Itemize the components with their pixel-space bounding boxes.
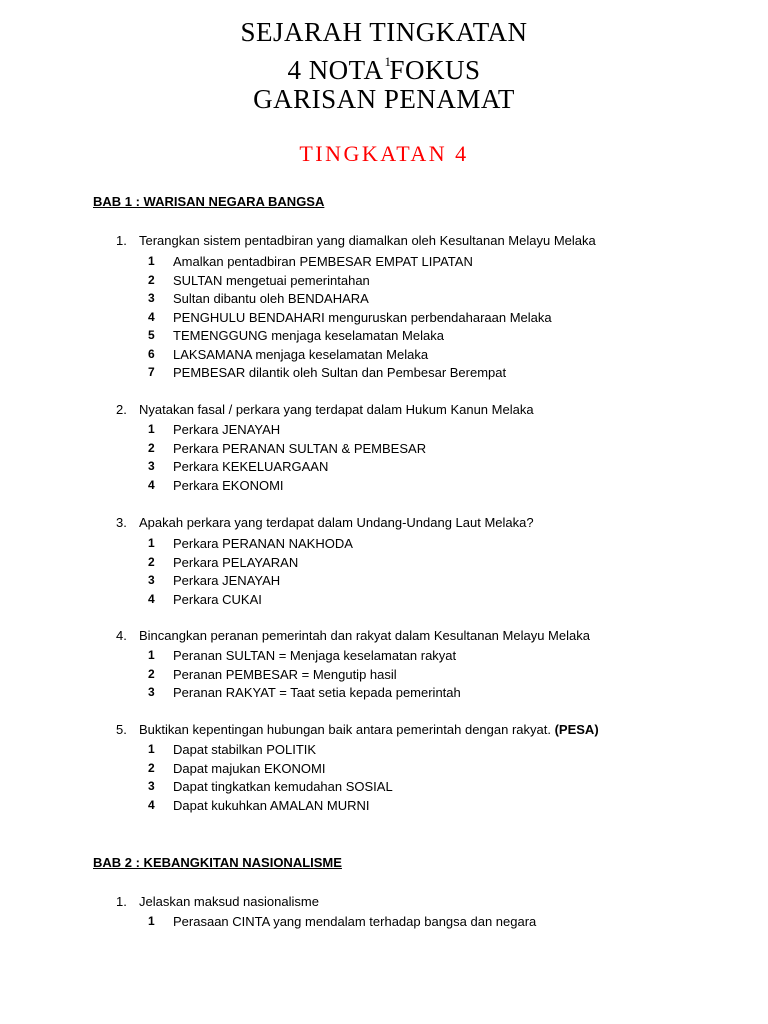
question-text: Nyatakan fasal / perkara yang terdapat dalam Hukum Kanun Melaka (139, 402, 534, 417)
item-text: Perkara JENAYAH (173, 573, 281, 588)
item-text: Perasaan CINTA yang mendalam terhadap bangsa dan negara (173, 914, 537, 929)
list-item (148, 573, 353, 592)
item-text: Amalkan pentadbiran PEMBESAR EMPAT LIPATAN (173, 254, 473, 269)
item-number: 4 (148, 309, 155, 324)
question-text: Apakah perkara yang terdapat dalam Undang-Undang Laut Melaka? (139, 515, 534, 530)
question-4 (116, 628, 590, 643)
item-text: Dapat stabilkan POLITIK (173, 742, 317, 757)
item-text: Dapat tingkatkan kemudahan SOSIAL (173, 779, 393, 794)
question-emphasis: (PESA) (554, 722, 599, 737)
list-item (148, 273, 552, 292)
list-item (148, 328, 552, 347)
chapter-heading-bab1: BAB 1 : WARISAN NEGARA BANGSA (93, 194, 325, 209)
list-item (148, 742, 393, 761)
question-1 (116, 233, 596, 248)
item-number: 2 (148, 666, 155, 681)
list-item (148, 478, 426, 497)
list-item (148, 555, 353, 574)
question-2 (116, 402, 534, 417)
item-text: Perkara EKONOMI (173, 477, 284, 493)
list-item (148, 667, 461, 686)
item-text: TEMENGGUNG menjaga keselamatan Melaka (173, 328, 444, 343)
item-text: Peranan RAKYAT = Taat setia kepada pemerintah (173, 685, 461, 700)
title-line-3: GARISAN PENAMAT (253, 84, 515, 114)
chapter-heading-bab2: BAB 2 : KEBANGKITAN NASIONALISME (93, 855, 342, 870)
question-3 (116, 515, 534, 530)
question-number: 5. (116, 722, 127, 737)
list-item (148, 459, 426, 478)
question-number: 1. (116, 894, 127, 909)
item-text: Perkara PERANAN SULTAN & PEMBESAR (173, 440, 427, 456)
title-line-2-a: 4 NOTA (287, 55, 384, 85)
title-line-2 (0, 47, 768, 85)
list-item (148, 798, 393, 817)
item-number: 2 (148, 554, 155, 569)
item-number: 3 (148, 685, 155, 699)
item-text: LAKSAMANA menjaga keselamatan Melaka (173, 346, 429, 362)
answer-list-q2 (148, 422, 426, 496)
list-item (148, 761, 393, 780)
footnote-marker: 1 (384, 54, 392, 69)
item-text: Peranan SULTAN = Menjaga keselamatan rakyat (173, 648, 457, 663)
item-text: SULTAN mengetuai pemerintahan (173, 272, 370, 288)
list-item (148, 648, 461, 667)
title-line-1: SEJARAH TINGKATAN (240, 17, 528, 47)
item-number: 1 (148, 536, 155, 550)
item-text: PENGHULU BENDAHARI menguruskan perbendaharaan Melaka (173, 309, 552, 325)
list-item (148, 347, 552, 366)
answer-list-q5 (148, 742, 393, 816)
question-number: 3. (116, 515, 127, 530)
list-item (148, 254, 552, 273)
question-text: Jelaskan maksud nasionalisme (139, 894, 319, 909)
item-text: Perkara PERANAN NAKHODA (173, 536, 353, 551)
form-level-title: TINGKATAN 4 (299, 141, 469, 166)
item-text: Sultan dibantu oleh BENDAHARA (173, 291, 369, 306)
list-item (148, 441, 426, 460)
list-item (148, 291, 552, 310)
document-title (0, 18, 768, 114)
item-number: 3 (148, 459, 155, 473)
question-number: 2. (116, 402, 127, 417)
question-text: Bincangkan peranan pemerintah dan rakyat dalam Kesultanan Melayu Melaka (139, 628, 590, 643)
answer-list-q1 (148, 254, 552, 384)
item-number: 5 (148, 328, 155, 342)
item-text: Perkara CUKAI (173, 591, 262, 607)
answer-list-q3 (148, 536, 353, 610)
item-number: 4 (148, 591, 155, 606)
question-number: 1. (116, 233, 127, 248)
item-number: 1 (148, 742, 155, 756)
item-number: 3 (148, 779, 155, 793)
item-text: Perkara KEKELUARGAAN (173, 459, 329, 474)
list-item (148, 310, 552, 329)
item-text: Perkara JENAYAH (173, 422, 281, 437)
item-number: 2 (148, 272, 155, 287)
item-text: Dapat majukan EKONOMI (173, 760, 326, 776)
item-number: 2 (148, 760, 155, 775)
item-text: PEMBESAR dilantik oleh Sultan dan Pembesar Berempat (173, 365, 507, 380)
title-line-2-b: FOKUS (389, 55, 481, 85)
item-number: 7 (148, 365, 155, 379)
item-number: 3 (148, 573, 155, 587)
item-number: 1 (148, 648, 155, 662)
list-item (148, 779, 393, 798)
question-text: Terangkan sistem pentadbiran yang diamalkan oleh Kesultanan Melayu Melaka (139, 233, 596, 248)
item-number: 1 (148, 422, 155, 436)
list-item (148, 914, 536, 933)
item-text: Perkara PELAYARAN (173, 554, 299, 570)
question-5 (116, 722, 599, 737)
question-bab2-1 (116, 894, 319, 909)
item-number: 4 (148, 477, 155, 492)
item-number: 3 (148, 291, 155, 305)
list-item (148, 685, 461, 704)
item-number: 2 (148, 440, 155, 455)
list-item (148, 422, 426, 441)
item-number: 4 (148, 797, 155, 812)
item-text: Peranan PEMBESAR = Mengutip hasil (173, 666, 397, 682)
item-number: 6 (148, 346, 155, 361)
answer-list-bab2-q1 (148, 914, 536, 933)
item-number: 1 (148, 254, 155, 268)
list-item (148, 592, 353, 611)
item-number: 1 (148, 914, 155, 928)
list-item (148, 365, 552, 384)
list-item (148, 536, 353, 555)
answer-list-q4 (148, 648, 461, 704)
question-number: 4. (116, 628, 127, 643)
question-text: Buktikan kepentingan hubungan baik antara pemerintah dengan rakyat. (139, 722, 551, 737)
item-text: Dapat kukuhkan AMALAN MURNI (173, 797, 370, 813)
